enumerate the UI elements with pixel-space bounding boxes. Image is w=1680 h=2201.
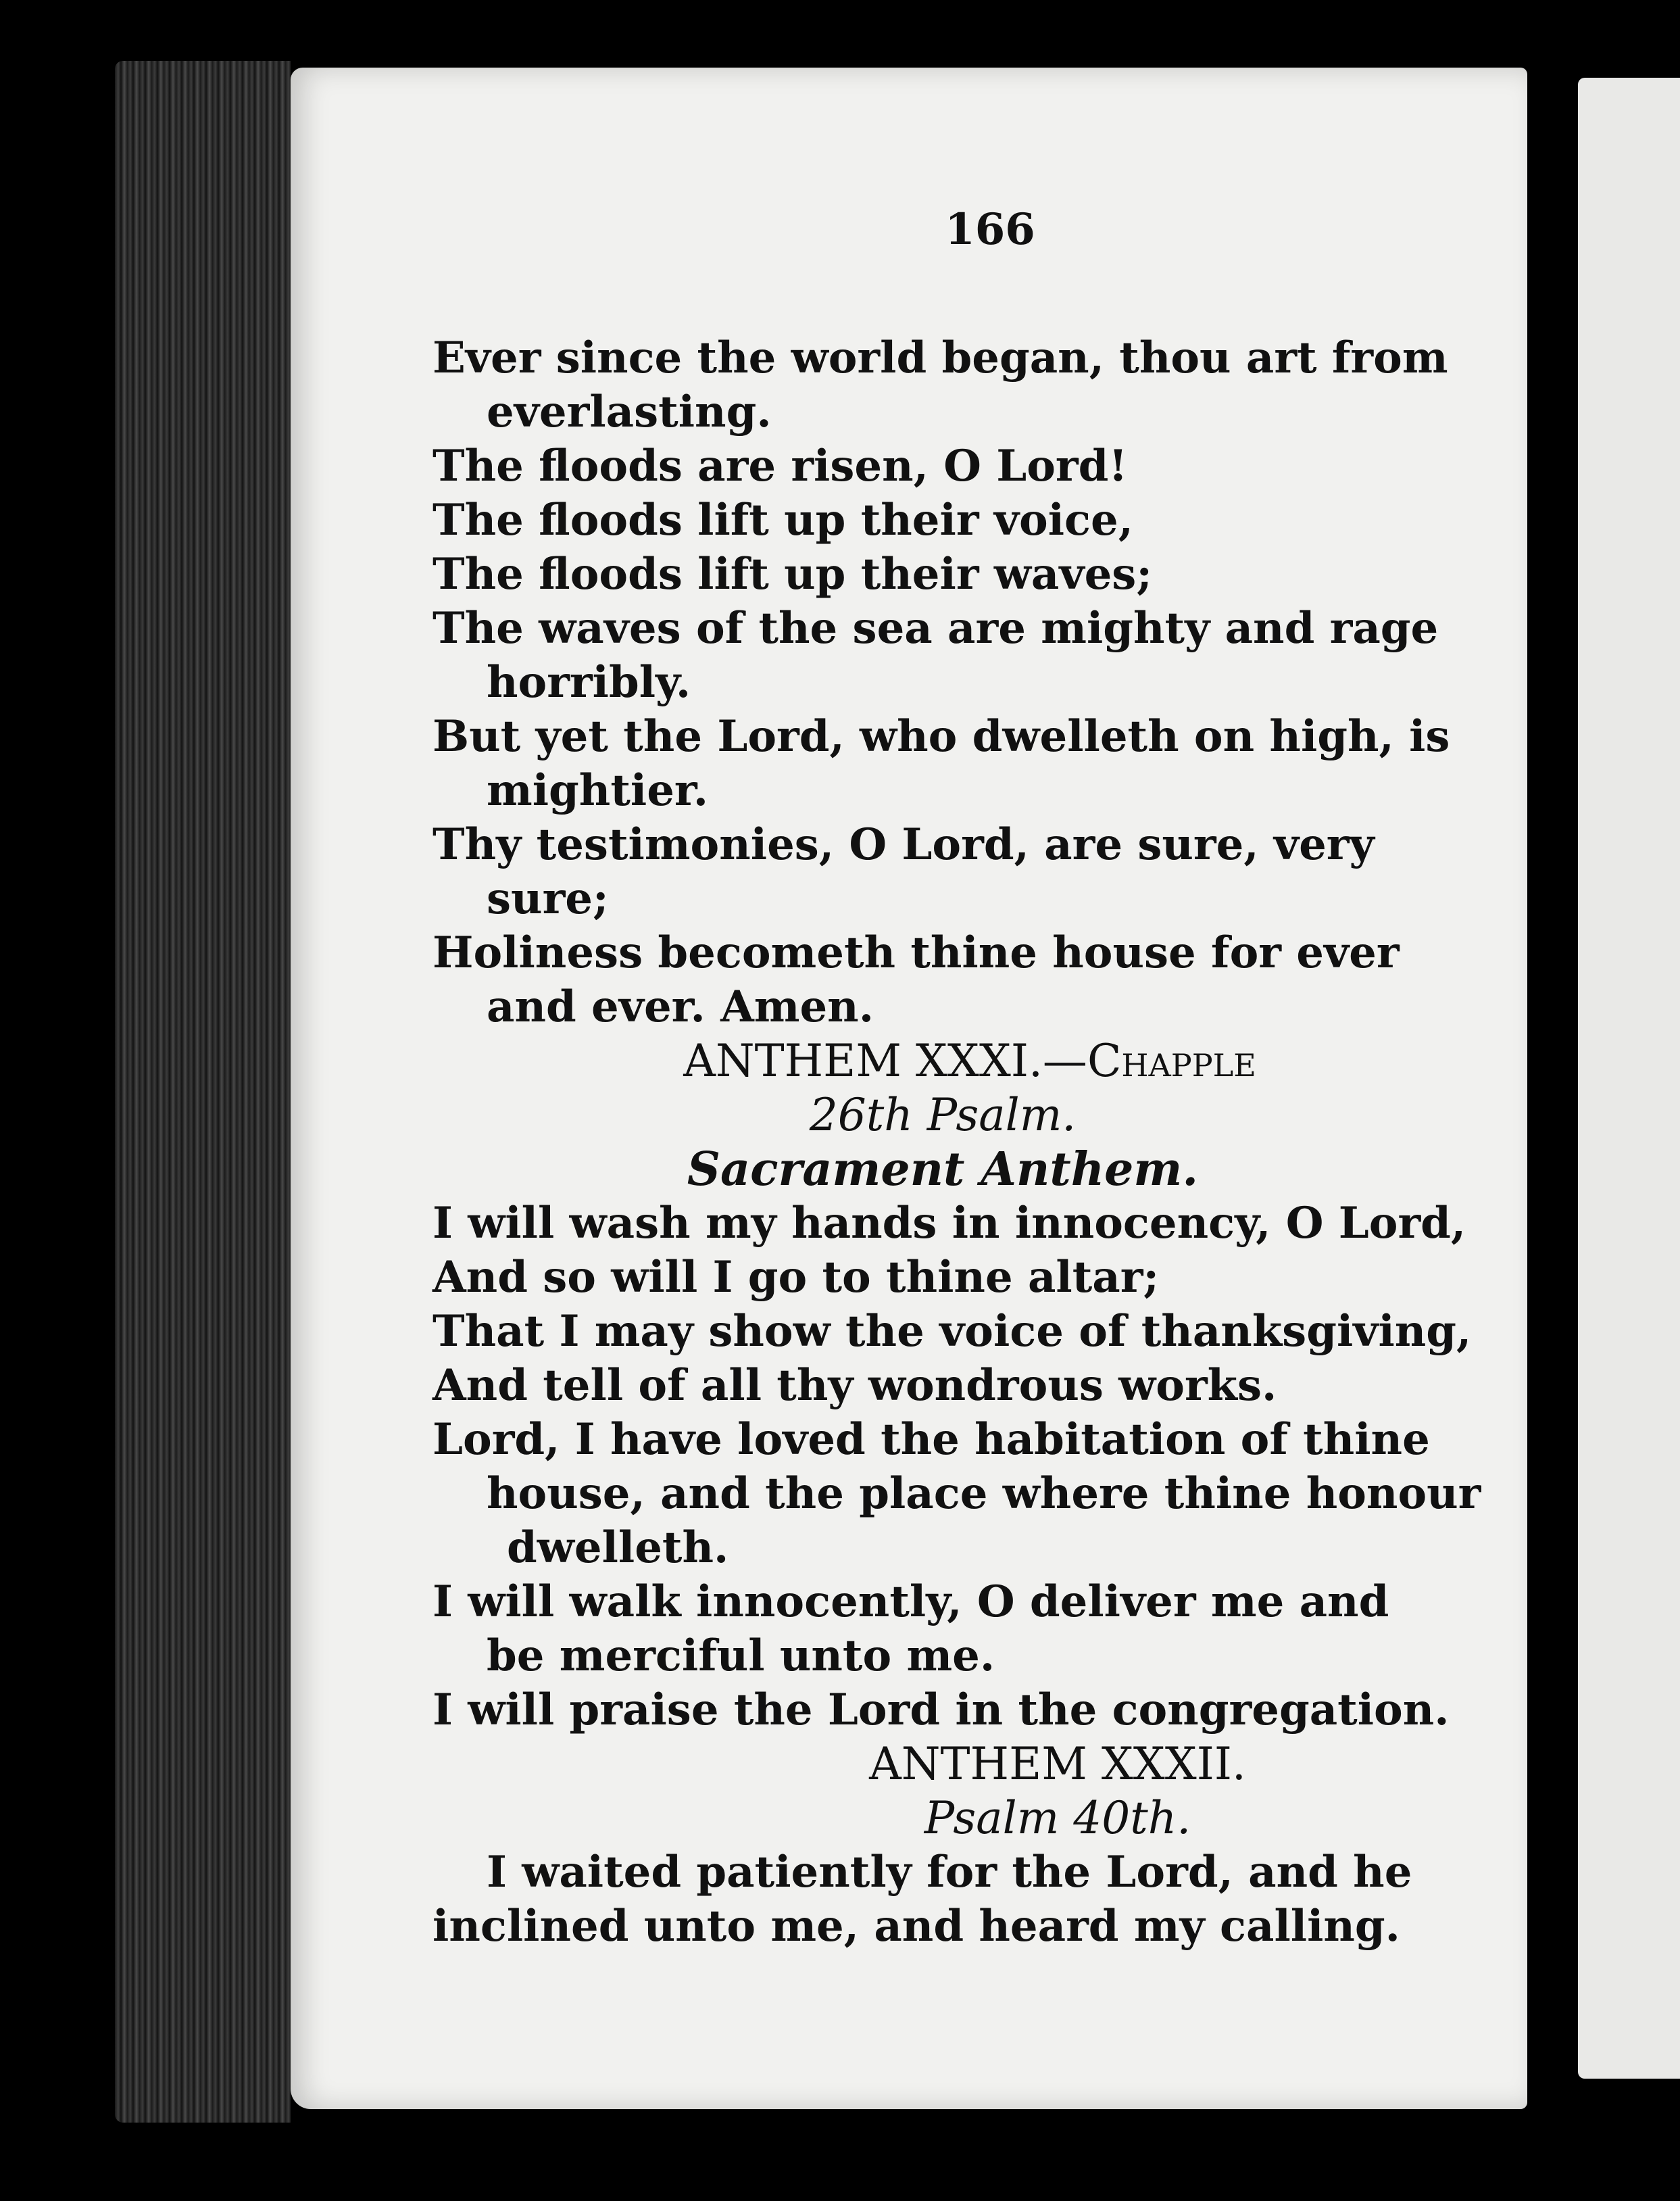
text-line: That I may show the voice of thanksgiving, xyxy=(433,1306,1472,1357)
text-line: And tell of all thy wondrous works. xyxy=(433,1360,1277,1411)
text-line: The waves of the sea are mighty and rage xyxy=(433,603,1439,654)
text-line: I waited patiently for the Lord, and he xyxy=(487,1847,1412,1897)
text-line: But yet the Lord, who dwelleth on high, is xyxy=(433,711,1450,762)
text-line: I will wash my hands in innocency, O Lord, xyxy=(433,1198,1466,1249)
anthem-title: ANTHEM XXXI.— xyxy=(683,1035,1087,1087)
text-line: horribly. xyxy=(487,657,691,708)
text-line: I will walk innocently, O deliver me and xyxy=(433,1576,1389,1627)
psalm-reference: 26th Psalm. xyxy=(809,1089,1077,1141)
psalm-reference: Psalm 40th. xyxy=(924,1792,1191,1844)
text-line: The floods lift up their waves; xyxy=(433,549,1152,600)
page-number: 166 xyxy=(945,204,1035,255)
text-line: dwelleth. xyxy=(507,1522,729,1573)
text-line: Lord, I have loved the habitation of thine xyxy=(433,1414,1430,1465)
text-line: inclined unto me, and heard my calling. xyxy=(433,1901,1400,1952)
text-line: sure; xyxy=(487,873,609,924)
composer-name: Chapple xyxy=(1087,1035,1256,1087)
text-line: everlasting. xyxy=(487,387,772,437)
anthem-subtitle: Sacrament Anthem. xyxy=(687,1142,1199,1196)
text-line: And so will I go to thine altar; xyxy=(433,1252,1160,1303)
page-text xyxy=(433,203,1481,1954)
text-line: Ever since the world began, thou art from xyxy=(433,333,1448,383)
text-line: Holiness becometh thine house for ever xyxy=(433,927,1400,978)
anthem-heading: ANTHEM XXXII. xyxy=(869,1738,1246,1790)
text-line: I will praise the Lord in the congregation. xyxy=(433,1685,1450,1735)
text-line: and ever. Amen. xyxy=(487,982,874,1032)
text-line: mightier. xyxy=(487,765,709,816)
text-line: be merciful unto me. xyxy=(487,1630,995,1681)
facing-page-edge xyxy=(1578,78,1680,2079)
book-spine xyxy=(115,61,291,2123)
anthem-heading xyxy=(433,1034,1453,1088)
text-line: house, and the place where thine honour xyxy=(487,1468,1481,1519)
text-line: Thy testimonies, O Lord, are sure, very xyxy=(433,819,1375,870)
text-line: The floods are risen, O Lord! xyxy=(433,441,1128,491)
text-line: The floods lift up their voice, xyxy=(433,495,1133,546)
